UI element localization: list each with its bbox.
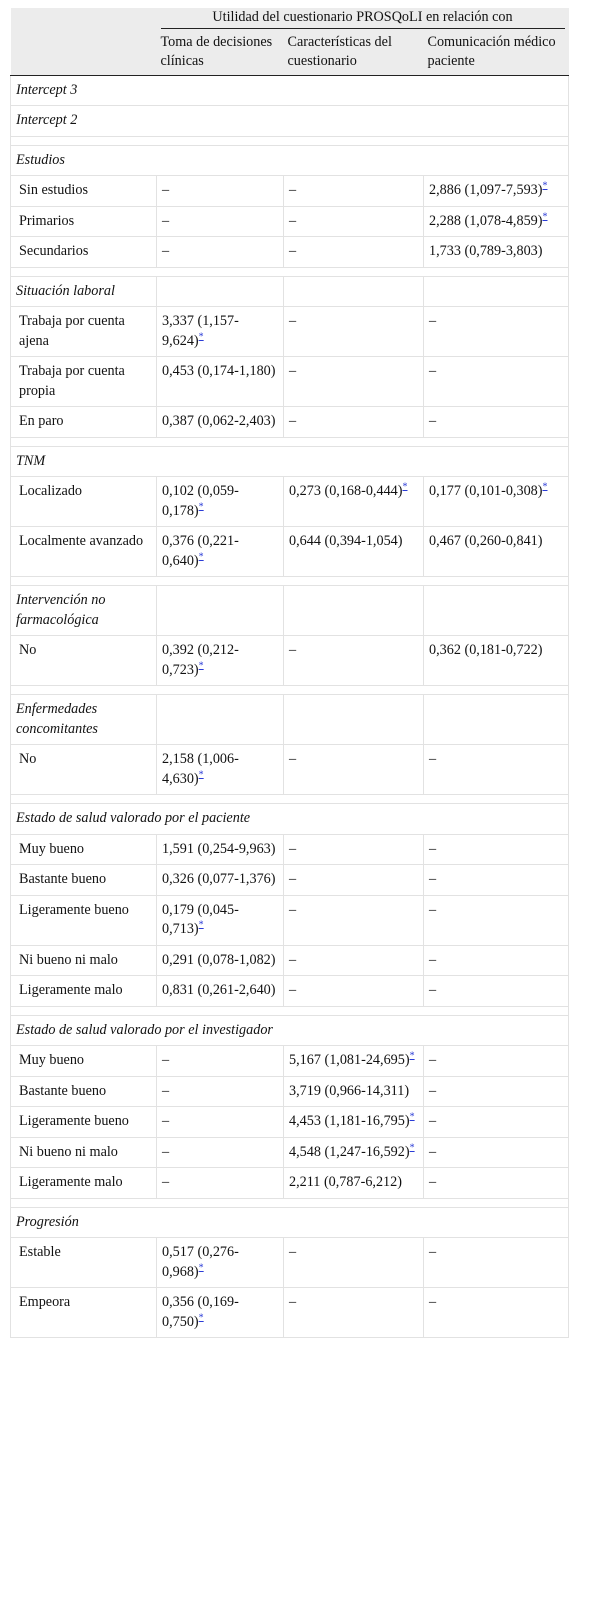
row-label: Bastante bueno (11, 1076, 157, 1107)
footnote-asterisk[interactable]: * (198, 659, 204, 671)
value-cell (424, 1076, 569, 1107)
value-cell (284, 895, 424, 945)
footnote-asterisk[interactable]: * (409, 1141, 415, 1153)
value-cell (157, 206, 284, 237)
section-row (11, 1015, 569, 1046)
cell-value: – (289, 1294, 297, 1310)
cell-value: – (289, 840, 297, 857)
row-label: Sin estudios (11, 176, 157, 207)
footnote-asterisk[interactable]: * (198, 550, 204, 562)
value-cell (284, 407, 424, 438)
value-cell (157, 307, 284, 357)
table-row (11, 865, 569, 896)
header-group-text: Utilidad del cuestionario PROSQoLI en relación con (161, 8, 565, 29)
cell-value: 0,453 (0,174-1,180) (162, 363, 276, 379)
cell-value: 4,548 (1,247-16,592) (289, 1143, 410, 1160)
row-label: Ligeramente malo (11, 1168, 157, 1199)
value-cell (424, 945, 569, 976)
footnote-asterisk[interactable]: * (542, 481, 548, 493)
cell-value: 2,158 (1,006-4,630) (162, 751, 239, 787)
value-cell (157, 237, 284, 268)
cell-value: – (429, 413, 437, 429)
footnote-asterisk[interactable]: * (198, 1311, 204, 1323)
cell-value: – (289, 243, 297, 259)
section-row (11, 804, 569, 835)
value-cell (284, 176, 424, 207)
cell-value: 0,387 (0,062-2,403) (162, 413, 276, 429)
spacer-row (11, 437, 569, 446)
row-label: No (11, 745, 157, 795)
table-row (11, 834, 569, 865)
spacer-row (11, 577, 569, 586)
cell-value: – (429, 1143, 437, 1160)
value-cell (284, 307, 424, 357)
value-cell (424, 1288, 569, 1338)
spacer-cell (11, 437, 569, 446)
section-label: Situación laboral (11, 276, 157, 307)
footnote-asterisk[interactable]: * (198, 330, 204, 342)
value-cell (157, 527, 284, 577)
value-cell (284, 636, 424, 686)
section-row (11, 446, 569, 477)
spacer-cell (11, 1006, 569, 1015)
row-label: Trabaja por cuenta ajena (11, 307, 157, 357)
value-cell (284, 1046, 424, 1077)
significance-marker-link[interactable] (543, 211, 548, 222)
empty-cell (424, 586, 569, 636)
significance-marker-link[interactable] (199, 331, 204, 342)
value-cell (157, 976, 284, 1007)
value-cell (284, 527, 424, 577)
value-cell (284, 745, 424, 795)
value-cell (157, 636, 284, 686)
cell-value: – (162, 1082, 170, 1099)
spacer-cell (11, 577, 569, 586)
cell-value: 3,719 (0,966-14,311) (289, 1082, 410, 1099)
cell-value: 0,273 (0,168-0,444) (289, 483, 403, 499)
cell-value: 4,453 (1,181-16,795) (289, 1113, 410, 1129)
significance-marker-link[interactable] (199, 1262, 204, 1273)
cell-value: 1,733 (0,789-3,803) (429, 243, 543, 259)
cell-value: – (429, 1052, 437, 1068)
empty-cell (157, 586, 284, 636)
value-cell (157, 1137, 284, 1168)
table-row (11, 477, 569, 527)
table-row (11, 1288, 569, 1338)
table-row (11, 527, 569, 577)
cell-value: 0,831 (0,261-2,640) (162, 982, 276, 998)
table-row (11, 1238, 569, 1288)
footnote-asterisk[interactable]: * (409, 1111, 415, 1123)
table-row (11, 206, 569, 237)
column-header-comunicacion: Comunicación médico paciente (424, 29, 569, 76)
spacer-cell (11, 686, 569, 695)
footnote-asterisk[interactable]: * (198, 1261, 204, 1273)
footnote-asterisk[interactable]: * (198, 768, 204, 780)
value-cell (424, 1238, 569, 1288)
value-cell (284, 1238, 424, 1288)
footnote-asterisk[interactable]: * (198, 500, 204, 512)
footnote-asterisk[interactable]: * (542, 180, 548, 192)
cell-value: 2,211 (0,787-6,212) (289, 1174, 402, 1190)
significance-marker-link[interactable] (199, 769, 204, 780)
significance-marker-link[interactable] (543, 180, 548, 191)
significance-marker-link[interactable] (543, 481, 548, 492)
significance-marker-link[interactable] (199, 501, 204, 512)
section-label: Estudios (11, 145, 569, 176)
cell-value: – (162, 212, 170, 229)
row-label: Ligeramente bueno (11, 895, 157, 945)
value-cell (284, 237, 424, 268)
table-row (11, 895, 569, 945)
empty-cell (424, 276, 569, 307)
row-label: Bastante bueno (11, 865, 157, 896)
section-label: Intercept 3 (11, 75, 569, 106)
value-cell (284, 1288, 424, 1338)
empty-cell (157, 276, 284, 307)
value-cell (424, 357, 569, 407)
row-label: Secundarios (11, 237, 157, 268)
value-cell (284, 357, 424, 407)
cell-value: – (429, 840, 437, 857)
cell-value: – (289, 901, 297, 918)
table-row (11, 307, 569, 357)
cell-value: 2,886 (1,097-7,593) (429, 182, 543, 198)
section-label: TNM (11, 446, 569, 477)
value-cell (424, 636, 569, 686)
header-group-label (157, 8, 569, 29)
value-cell (157, 1168, 284, 1199)
cell-value: 0,392 (0,212-0,723) (162, 642, 239, 678)
significance-marker-link[interactable] (199, 551, 204, 562)
value-cell (424, 527, 569, 577)
value-cell (284, 1137, 424, 1168)
value-cell (424, 1168, 569, 1199)
table-row (11, 945, 569, 976)
row-label: Localizado (11, 477, 157, 527)
spacer-row (11, 686, 569, 695)
value-cell (424, 976, 569, 1007)
section-label: Progresión (11, 1207, 569, 1238)
table-row (11, 745, 569, 795)
cell-value: 0,179 (0,045-0,713) (162, 901, 239, 937)
value-cell (284, 1107, 424, 1138)
row-label: Ligeramente malo (11, 976, 157, 1007)
value-cell (157, 1076, 284, 1107)
spacer-row (11, 267, 569, 276)
value-cell (157, 1046, 284, 1077)
row-label: Ligeramente bueno (11, 1107, 157, 1138)
table-row (11, 1137, 569, 1168)
value-cell (424, 865, 569, 896)
results-table (10, 8, 569, 1338)
spacer-row (11, 1006, 569, 1015)
cell-value: – (289, 951, 297, 968)
spacer-row (11, 136, 569, 145)
cell-value: – (289, 1244, 297, 1260)
value-cell (424, 206, 569, 237)
cell-value: – (289, 642, 297, 658)
value-cell (284, 1168, 424, 1199)
cell-value: – (289, 363, 297, 379)
footnote-asterisk[interactable]: * (402, 481, 408, 493)
section-row (11, 695, 569, 745)
cell-value: – (429, 871, 437, 887)
value-cell (157, 745, 284, 795)
footnote-asterisk[interactable]: * (409, 1050, 415, 1062)
cell-value: – (429, 751, 437, 767)
cell-value: – (289, 751, 297, 767)
row-label: En paro (11, 407, 157, 438)
value-cell (424, 176, 569, 207)
section-row (11, 276, 569, 307)
cell-value: – (162, 1113, 170, 1129)
cell-value: 0,517 (0,276-0,968) (162, 1244, 239, 1280)
footnote-asterisk[interactable]: * (542, 210, 548, 222)
column-header-decisiones: Toma de decisiones clínicas (157, 29, 284, 76)
section-label: Enfermedades concomitantes (11, 695, 157, 745)
table-row (11, 1107, 569, 1138)
value-cell (157, 477, 284, 527)
row-label: Ni bueno ni malo (11, 1137, 157, 1168)
cell-value: 1,591 (0,254-9,963) (162, 840, 276, 857)
cell-value: 0,362 (0,181-0,722) (429, 642, 543, 658)
table-row (11, 976, 569, 1007)
row-label: No (11, 636, 157, 686)
cell-value: 0,644 (0,394-1,054) (289, 533, 403, 549)
value-cell (424, 407, 569, 438)
cell-value: – (289, 871, 297, 887)
spacer-row (11, 1198, 569, 1207)
value-cell (157, 834, 284, 865)
cell-value: 0,102 (0,059-0,178) (162, 483, 239, 519)
cell-value: 0,376 (0,221-0,640) (162, 533, 239, 569)
empty-cell (157, 695, 284, 745)
cell-value: 2,288 (1,078-4,859) (429, 212, 543, 229)
value-cell (424, 307, 569, 357)
spacer-row (11, 795, 569, 804)
table-row (11, 1076, 569, 1107)
value-cell (284, 1076, 424, 1107)
section-label: Estado de salud valorado por el paciente (11, 804, 569, 835)
cell-value: 0,177 (0,101-0,308) (429, 483, 543, 499)
value-cell (157, 1107, 284, 1138)
row-label: Estable (11, 1238, 157, 1288)
cell-value: – (162, 1052, 170, 1068)
row-label: Trabaja por cuenta propia (11, 357, 157, 407)
cell-value: – (429, 1113, 437, 1129)
significance-marker-link[interactable] (410, 1142, 415, 1153)
cell-value: – (289, 313, 297, 329)
value-cell (157, 407, 284, 438)
cell-value: – (429, 1082, 437, 1099)
spacer-cell (11, 795, 569, 804)
table-row (11, 357, 569, 407)
value-cell (284, 976, 424, 1007)
value-cell (157, 176, 284, 207)
cell-value: – (429, 1294, 437, 1310)
cell-value: – (429, 363, 437, 379)
table-row (11, 1046, 569, 1077)
cell-value: 0,326 (0,077-1,376) (162, 871, 276, 887)
cell-value: 0,467 (0,260-0,841) (429, 533, 543, 549)
section-row (11, 75, 569, 106)
value-cell (284, 206, 424, 237)
table-row (11, 636, 569, 686)
row-label: Localmente avanzado (11, 527, 157, 577)
cell-value: – (429, 901, 437, 918)
section-label: Intervención no farmacológica (11, 586, 157, 636)
cell-value: – (429, 1174, 437, 1190)
section-row (11, 586, 569, 636)
row-label: Ni bueno ni malo (11, 945, 157, 976)
value-cell (424, 477, 569, 527)
spacer-cell (11, 1198, 569, 1207)
table-body (11, 75, 569, 1338)
section-row (11, 145, 569, 176)
significance-marker-link[interactable] (403, 481, 408, 492)
cell-value: 0,291 (0,078-1,082) (162, 951, 276, 968)
cell-value: 3,337 (1,157-9,624) (162, 313, 239, 349)
cell-value: – (289, 982, 297, 998)
row-label: Muy bueno (11, 834, 157, 865)
value-cell (284, 477, 424, 527)
section-row (11, 1207, 569, 1238)
row-label: Primarios (11, 206, 157, 237)
section-row (11, 106, 569, 137)
value-cell (424, 1107, 569, 1138)
cell-value: – (289, 212, 297, 229)
cell-value: – (429, 982, 437, 998)
column-header-caracteristicas: Características del cuestionario (284, 29, 424, 76)
spacer-cell (11, 267, 569, 276)
cell-value: – (162, 243, 170, 259)
value-cell (157, 945, 284, 976)
value-cell (284, 945, 424, 976)
section-label: Intercept 2 (11, 106, 569, 137)
value-cell (157, 357, 284, 407)
cell-value: 5,167 (1,081-24,695) (289, 1052, 410, 1068)
value-cell (424, 1046, 569, 1077)
section-label: Estado de salud valorado por el investigador (11, 1015, 569, 1046)
header-empty-cell (11, 8, 157, 75)
cell-value: – (429, 1244, 437, 1260)
row-label: Empeora (11, 1288, 157, 1338)
value-cell (284, 865, 424, 896)
significance-marker-link[interactable] (199, 919, 204, 930)
empty-cell (424, 695, 569, 745)
table-row (11, 176, 569, 207)
value-cell (157, 1288, 284, 1338)
footnote-asterisk[interactable]: * (198, 919, 204, 931)
cell-value: – (289, 182, 297, 198)
cell-value: – (162, 1143, 170, 1160)
value-cell (424, 1137, 569, 1168)
cell-value: – (162, 182, 170, 198)
table-row (11, 1168, 569, 1199)
cell-value: 0,356 (0,169-0,750) (162, 1294, 239, 1330)
significance-marker-link[interactable] (199, 660, 204, 671)
cell-value: – (429, 951, 437, 968)
significance-marker-link[interactable] (410, 1111, 415, 1122)
cell-value: – (162, 1174, 170, 1190)
value-cell (157, 1238, 284, 1288)
table-header (11, 8, 569, 75)
cell-value: – (289, 413, 297, 429)
row-label: Muy bueno (11, 1046, 157, 1077)
significance-marker-link[interactable] (199, 1312, 204, 1323)
spacer-cell (11, 136, 569, 145)
value-cell (157, 895, 284, 945)
empty-cell (284, 276, 424, 307)
cell-value: – (429, 313, 437, 329)
value-cell (424, 237, 569, 268)
value-cell (157, 865, 284, 896)
value-cell (424, 834, 569, 865)
value-cell (424, 745, 569, 795)
table-row (11, 407, 569, 438)
empty-cell (284, 695, 424, 745)
value-cell (284, 834, 424, 865)
significance-marker-link[interactable] (410, 1050, 415, 1061)
value-cell (424, 895, 569, 945)
empty-cell (284, 586, 424, 636)
table-row (11, 237, 569, 268)
